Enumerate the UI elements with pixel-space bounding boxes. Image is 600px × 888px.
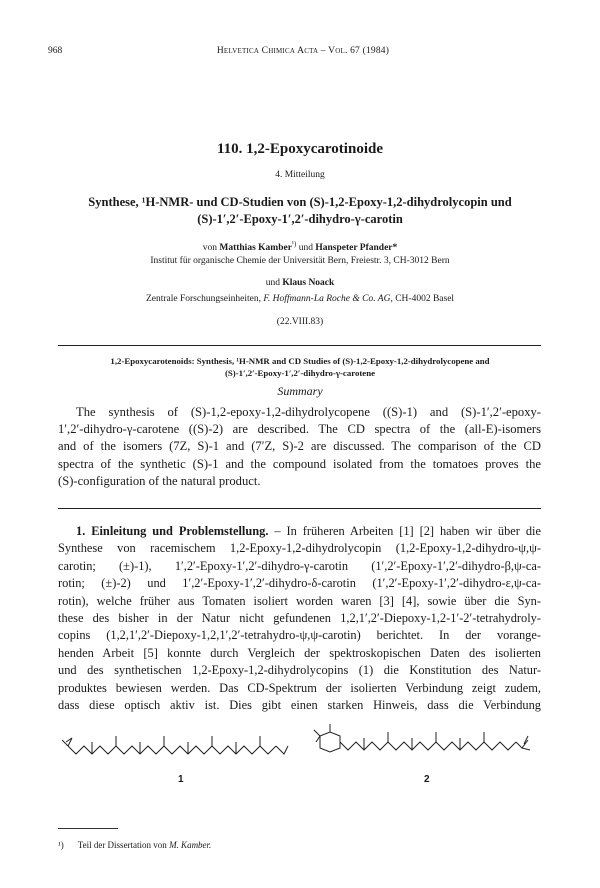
author-3: Klaus Noack	[282, 278, 335, 288]
author-prefix: von	[202, 243, 217, 254]
author-line	[40, 240, 560, 253]
structure-1-epoxylycopene	[62, 736, 288, 754]
body-line-text: – In früheren Arbeiten [1] [2] haben wir über die	[268, 524, 541, 538]
footnote-mark: ¹)	[58, 840, 64, 850]
body-line: henden Arbeit [5] konnte durch Vergleich der spektroskopischen Daten des isolierten	[58, 645, 541, 660]
journal-name: Helvetica Chimica Acta – Vol. 67 (1984)	[216, 46, 390, 56]
footnote-divider	[58, 828, 118, 829]
english-title-line-2: (S)-1′,2′-Epoxy-1′,2′-dihydro-γ-carotene	[224, 368, 376, 378]
body-line: these des bisher in der Natur nicht gefundenen 1,2,1′,2′-Diepoxy-1,2-1′-2′-tetrahydroly-	[58, 611, 541, 626]
footnote-ref: ¹)	[291, 240, 297, 248]
subtitle-line-1: Synthese, ¹H-NMR- und CD-Studien von (S)-1,2-Epoxy-1,2-dihydrolycopin und	[88, 195, 512, 209]
footnote	[58, 840, 211, 850]
section-heading: 1. Einleitung und Problemstellung.	[76, 524, 269, 538]
body-line	[58, 523, 541, 540]
author-prefix-2: und	[265, 278, 280, 288]
affiliation-2-company: F. Hoffmann-La Roche & Co. AG,	[263, 294, 393, 304]
author-conjunction: und	[298, 243, 313, 254]
article-subtitle	[40, 194, 560, 228]
summary-body	[58, 404, 541, 490]
bottom-divider	[58, 508, 541, 509]
structure-2-epoxy-gamma-carotene	[314, 724, 530, 752]
affiliation-2-part2: CH-4002 Basel	[395, 294, 455, 304]
summary-line: 1′,2′-dihydro-γ-carotene ((S)-2) are described. The CD spectra of the (all-E)-isomers	[58, 422, 541, 437]
body-line: produktes bewiesen werden. Das CD-Spektrum der isolierten Verbindung zeigt zudem,	[58, 680, 541, 695]
summary-line: and of the isomers (7Z, S)-1 and (7′Z, S)-2 are discussed. The comparison of the CD	[58, 439, 541, 454]
body-line: Synthese von racemischem 1,2-Epoxy-1,2-dihydrolycopin (1,2-Epoxy-1,2-dihydro-ψ,ψ-	[58, 541, 541, 556]
affiliation-2-part1: Zentrale Forschungseinheiten,	[145, 294, 261, 304]
summary-line: The synthesis of (S)-1,2-epoxy-1,2-dihydrolycopene ((S)-1) and (S)-1′,2′-epoxy-	[76, 405, 541, 419]
summary-line: spectra of the synthetic (S)-1 and the compound isolated from the tomatoes proves the	[58, 456, 541, 471]
body-line: und des synthetischen 1,2-Epoxy-1,2-dihydrolycopins (1) die Konstitution des Natur-	[58, 663, 541, 678]
structure-label-1: 1	[178, 774, 184, 785]
body-line: copins (1,2,1′,2′-Diepoxy-1,2,1′,2′-tetrahydro-ψ,ψ-carotin) berichtet. In der vorange-	[58, 628, 541, 643]
top-divider	[58, 345, 541, 346]
english-title-line-1: 1,2-Epoxycarotenoids: Synthesis, ¹H-NMR and CD Studies of (S)-1,2-Epoxy-1,2-dihydrolycopene and	[110, 356, 490, 366]
body-line: rotin; (±)-2) und 1′,2′-Epoxy-1′,2′-dihydro-δ-carotin (1′,2′-Epoxy-1′,2′-dihydro-ε,ψ-ca-	[58, 576, 541, 591]
author-line-2	[40, 278, 560, 288]
introduction-body	[58, 523, 541, 714]
structure-label-2: 2	[424, 774, 430, 785]
body-line: dass diese optisch aktiv ist. Dies gibt einen starken Hinweis, dass die Verbindung	[58, 698, 541, 713]
body-line: carotin; (±)-1), 1′,2′-Epoxy-1′,2′-dihydro-γ-carotin (1′,2′-Epoxy-1′,2′-dihydro-β,ψ-ca-	[58, 558, 541, 573]
page-number: 968	[48, 46, 63, 56]
affiliation-1: Institut für organische Chemie der Universität Bern, Freiestr. 3, CH-3012 Bern	[150, 256, 450, 266]
summary-line: (S)-configuration of the natural product.	[58, 473, 261, 488]
received-date: (22.VIII.83)	[276, 317, 324, 327]
chemical-structures	[58, 712, 541, 782]
english-title	[40, 355, 560, 379]
part-number: 4. Mitteilung	[275, 170, 325, 180]
footnote-text: Teil der Dissertation von	[77, 840, 167, 850]
author-2: Hanspeter Pfander*	[315, 243, 398, 254]
footnote-name: M. Kamber.	[169, 840, 212, 850]
summary-heading: Summary	[277, 384, 323, 398]
author-1: Matthias Kamber	[219, 243, 292, 254]
article-title: 110. 1,2-Epoxycarotinoide	[217, 141, 383, 157]
body-line: rotin), welche früher aus Tomaten isoliert worden waren [3] [4], sowie über die Syn-	[58, 593, 541, 608]
subtitle-line-2: (S)-1′,2′-Epoxy-1′,2′-dihydro-γ-carotin	[197, 212, 403, 226]
affiliation-2	[40, 294, 560, 304]
